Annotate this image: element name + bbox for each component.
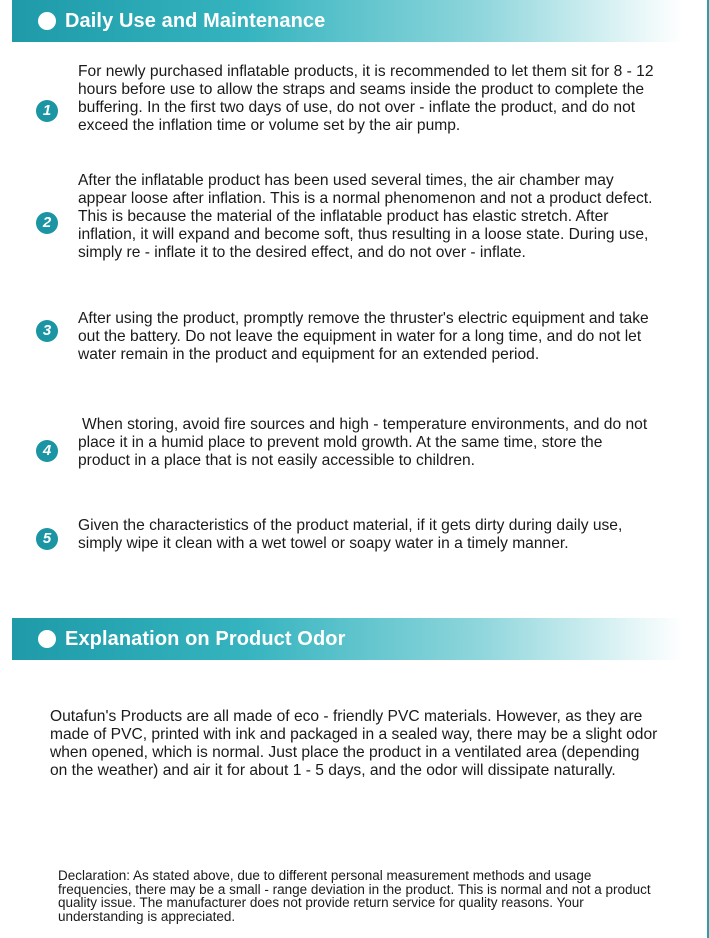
maintenance-item-3: After using the product, promptly remove the thruster's electric equipment and take out the battery. Do not leave the equipment in water for a long time, and do not let water remain in the product and equipment for an extended period. [78, 310, 649, 363]
number-badge-3: 3 [36, 320, 58, 342]
maintenance-item-5: Given the characteristics of the product material, if it gets dirty during daily use, simply wipe it clean with a wet towel or soapy water in a timely manner. [78, 517, 623, 552]
number-badge-2: 2 [36, 212, 58, 234]
bullet-dot-icon [38, 630, 56, 648]
maintenance-item-2: After the inflatable product has been used several times, the air chamber may appear loose after inflation. This is a normal phenomenon and not a product defect. This is because the material of the inflatable product has elastic stretch. After inflation, it will expand and become soft, thus resulting in a loose state. During use, simply re - inflate it to the desired effect, and do not over - inflate. [78, 172, 653, 261]
declaration-text: Declaration: As stated above, due to different personal measurement methods and usage frequencies, there may be a small - range deviation in the product. This is normal and not a product quality issue. The manufacturer does not provide return service for quality reasons. Your understanding is appreciated. [58, 868, 651, 924]
number-badge-5: 5 [36, 528, 58, 550]
section-title: Daily Use and Maintenance [65, 9, 326, 32]
number-badge-1: 1 [36, 100, 58, 122]
odor-explanation: Outafun's Products are all made of eco - friendly PVC materials. However, as they are made of PVC, printed with ink and packaged in a sealed way, there may be a slight odor when opened, which is normal. Just place the product in a ventilated area (depending on the weather) and air it for about 1 - 5 days, and the odor will dissipate naturally. [50, 708, 658, 779]
section-title: Explanation on Product Odor [65, 627, 346, 650]
section-header-daily-use [12, 0, 682, 42]
maintenance-item-4: When storing, avoid fire sources and high - temperature environments, and do not place it in a humid place to prevent mold growth. At the same time, store the product in a place that is not easily accessible to children. [78, 416, 648, 469]
number-badge-4: 4 [36, 440, 58, 462]
bullet-dot-icon [38, 12, 56, 30]
maintenance-item-1: For newly purchased inflatable products, it is recommended to let them sit for 8 - 12 hours before use to allow the straps and seams inside the product to complete the buffering. In the first two days of use, do not over - inflate the product, and do not exceed the inflation time or volume set by the air pump. [78, 63, 654, 134]
section-header-odor [12, 618, 682, 660]
